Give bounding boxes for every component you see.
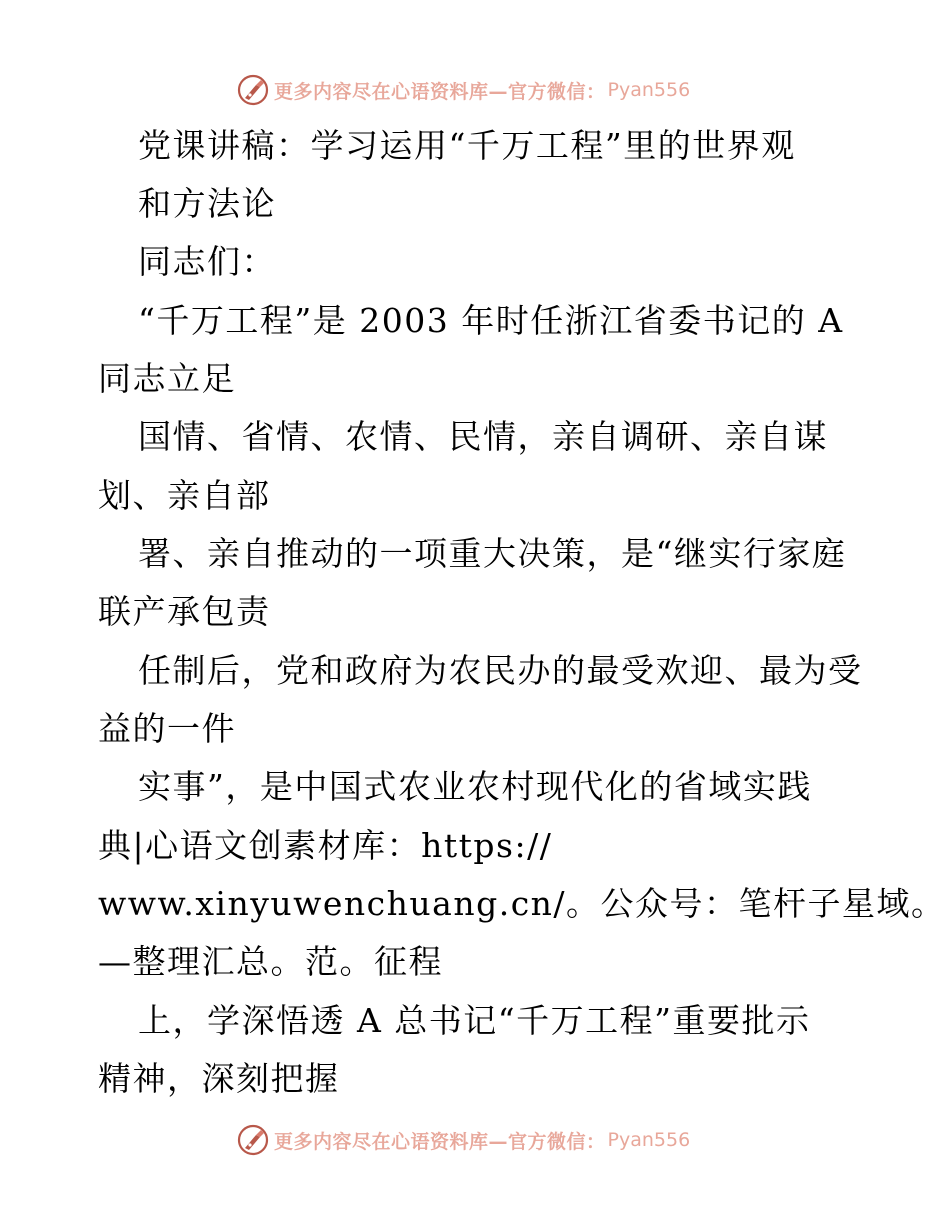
text-line: 上，学深悟透 A 总书记“千万工程”重要批示 [138,1001,811,1040]
pen-nib-logo-icon [236,1123,270,1157]
text-line: 同志们： [138,242,276,281]
text-line: 划、亲自部 [98,476,271,515]
text-line: 任制后，党和政府为农民办的最受欢迎、最为受 [138,651,863,690]
document-title-line-2: 和方法论 [138,184,276,223]
text-line: 国情、省情、农情、民情，亲自调研、亲自谋 [138,417,828,456]
text-line: www.xinyuwenchuang.cn/。公众号：笔杆子星域。 [98,884,946,923]
text-line: 联产承包责 [98,592,271,631]
footer-banner [236,1122,690,1158]
text-line: “千万工程”是 2003 年时任浙江省委书记的 A [138,301,844,340]
banner-text: 更多内容尽在心语资料库—官方微信： [274,80,606,103]
wechat-id: Pyan556 [607,1129,691,1151]
text-line: 实事”，是中国式农业农村现代化的省域实践 [138,767,812,806]
wechat-id: Pyan556 [607,79,691,101]
text-line: 典|心语文创素材库：https:// [98,826,553,865]
text-line: —整理汇总。范。征程 [98,942,443,981]
document-title-line-1: 党课讲稿：学习运用“千万工程”里的世界观 [138,126,796,165]
text-line: 同志立足 [98,359,236,398]
banner-text: 更多内容尽在心语资料库—官方微信： [274,1130,606,1153]
header-banner [236,72,690,108]
text-line: 署、亲自推动的一项重大决策，是“继实行家庭 [138,534,847,573]
text-line: 益的一件 [98,709,236,748]
pen-nib-logo-icon [236,73,270,107]
text-line: 精神，深刻把握 [98,1059,340,1098]
